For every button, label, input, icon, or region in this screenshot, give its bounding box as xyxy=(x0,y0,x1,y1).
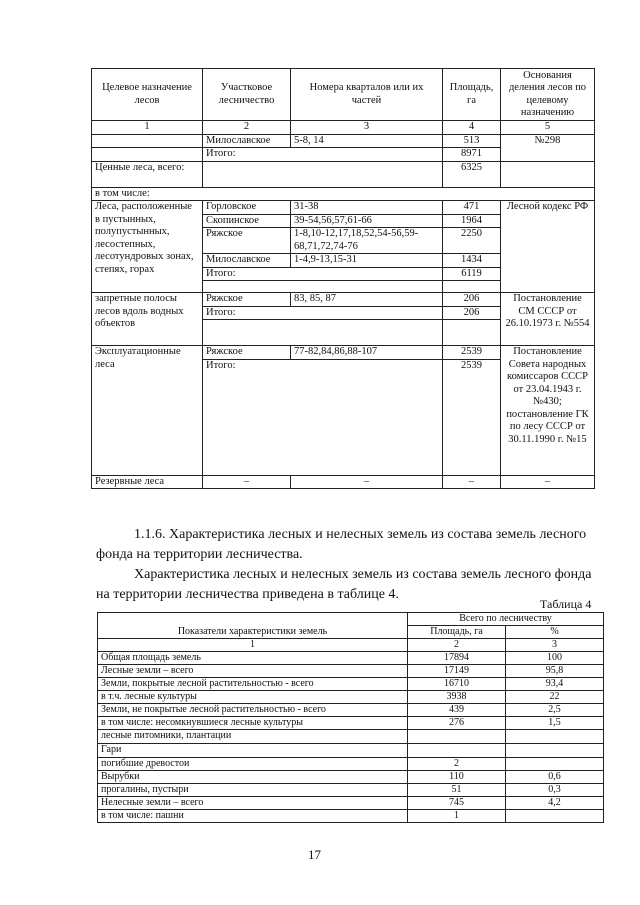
table-row xyxy=(92,134,595,148)
empty-cell xyxy=(203,320,443,346)
empty-cell xyxy=(92,148,203,162)
area-cell: 276 xyxy=(408,717,506,730)
table-row xyxy=(92,293,595,307)
quarters-cell: 39-54,56,57,61-66 xyxy=(291,214,443,228)
empty-cell xyxy=(203,281,443,293)
percent-cell: 4,2 xyxy=(506,797,604,810)
forest-purpose-table xyxy=(91,68,595,489)
column-number-row xyxy=(98,639,604,652)
indicator-cell: в том числе: несомкнувшиеся лесные культуры xyxy=(98,717,408,730)
land-characteristics-table xyxy=(97,612,604,823)
col-number: 1 xyxy=(98,639,408,652)
area-cell xyxy=(408,744,506,758)
basis-cell: Лесной кодекс РФ xyxy=(501,201,595,293)
percent-cell xyxy=(506,758,604,771)
header-percent: % xyxy=(506,626,604,639)
header-forestry: Участковое лесничество xyxy=(203,69,291,121)
area-cell: 3938 xyxy=(408,691,506,704)
purpose-cell: Леса, расположенные в пустынных, полупустынных, лесостепных, лесотундровых зонах, степях, горах xyxy=(92,201,203,293)
indicator-cell: Земли, покрытые лесной растительностью - всего xyxy=(98,678,408,691)
forestry-cell: Милославское xyxy=(203,134,291,148)
area-cell: 17894 xyxy=(408,652,506,665)
total-label: Итого: xyxy=(203,306,443,320)
forestry-cell: Скопинское xyxy=(203,214,291,228)
forestry-cell: Ряжское xyxy=(203,228,291,254)
percent-cell: 0,3 xyxy=(506,784,604,797)
forestry-cell: – xyxy=(203,475,291,489)
table-row xyxy=(92,161,595,187)
area-cell: 1 xyxy=(408,810,506,823)
col-number: 5 xyxy=(501,121,595,135)
empty-cell xyxy=(443,320,501,346)
indicator-cell: в т.ч. лесные культуры xyxy=(98,691,408,704)
total-label: Итого: xyxy=(203,148,443,162)
area-cell: 1434 xyxy=(443,254,501,268)
table-row xyxy=(98,691,604,704)
forestry-cell: Ряжское xyxy=(203,346,291,360)
quarters-cell: 77-82,84,86,88-107 xyxy=(291,346,443,360)
area-cell: 745 xyxy=(408,797,506,810)
area-cell: 471 xyxy=(443,201,501,215)
quarters-cell: – xyxy=(291,475,443,489)
column-number-row xyxy=(92,121,595,135)
table-row xyxy=(98,652,604,665)
table-row xyxy=(98,810,604,823)
table-label: Таблица 4 xyxy=(540,597,592,611)
percent-cell: 1,5 xyxy=(506,717,604,730)
basis-cell: – xyxy=(501,475,595,489)
area-cell: 2250 xyxy=(443,228,501,254)
area-cell: 110 xyxy=(408,771,506,784)
subheading-cell: в том числе: xyxy=(92,187,595,201)
indicator-cell: прогалины, пустыри xyxy=(98,784,408,797)
forestry-cell: Милославское xyxy=(203,254,291,268)
col-number: 2 xyxy=(408,639,506,652)
area-cell: 8971 xyxy=(443,148,501,162)
area-cell xyxy=(408,730,506,744)
percent-cell: 100 xyxy=(506,652,604,665)
quarters-cell: 31-38 xyxy=(291,201,443,215)
area-cell: 206 xyxy=(443,293,501,307)
header-area: Площадь, га xyxy=(408,626,506,639)
header-basis: Основания деления лесов по целевому назначению xyxy=(501,69,595,121)
area-cell: 6325 xyxy=(443,161,501,187)
header-area: Площадь, га xyxy=(443,69,501,121)
empty-cell xyxy=(501,161,595,187)
forestry-cell: Горловское xyxy=(203,201,291,215)
area-cell: 2539 xyxy=(443,346,501,360)
header-purpose: Целевое назначение лесов xyxy=(92,69,203,121)
table-row xyxy=(98,678,604,691)
empty-cell xyxy=(443,281,501,293)
col-number: 1 xyxy=(92,121,203,135)
intro-paragraph: Характеристика лесных и нелесных земель из состава земель лесного фонда на территории лесничества приведена в таблице 4. xyxy=(96,567,592,602)
table-row xyxy=(98,704,604,717)
table-row xyxy=(92,475,595,489)
purpose-cell: запретные полосы лесов вдоль водных объектов xyxy=(92,293,203,346)
indicator-cell: Вырубки xyxy=(98,771,408,784)
table-row xyxy=(98,784,604,797)
purpose-cell: Резервные леса xyxy=(92,475,203,489)
indicator-cell: Земли, не покрытые лесной растительностью - всего xyxy=(98,704,408,717)
table-row xyxy=(98,771,604,784)
area-cell: 16710 xyxy=(408,678,506,691)
area-cell: 2 xyxy=(408,758,506,771)
area-cell: 206 xyxy=(443,306,501,320)
quarters-cell: 5-8, 14 xyxy=(291,134,443,148)
percent-cell xyxy=(506,730,604,744)
basis-cell: №298 xyxy=(501,134,595,161)
quarters-cell: 83, 85, 87 xyxy=(291,293,443,307)
percent-cell: 93,4 xyxy=(506,678,604,691)
area-cell: – xyxy=(443,475,501,489)
quarters-cell: 1-4,9-13,15-31 xyxy=(291,254,443,268)
percent-cell xyxy=(506,744,604,758)
indicator-cell: Нелесные земли – всего xyxy=(98,797,408,810)
total-label: Итого: xyxy=(203,267,443,281)
col-number: 4 xyxy=(443,121,501,135)
section-heading-paragraph: 1.1.6. Характеристика лесных и нелесных земель из состава земель лесного фонда на территории лесничества. xyxy=(96,527,587,562)
percent-cell xyxy=(506,810,604,823)
area-cell: 6119 xyxy=(443,267,501,281)
empty-cell xyxy=(203,161,443,187)
col-number: 3 xyxy=(506,639,604,652)
table-row xyxy=(98,665,604,678)
table-row xyxy=(98,797,604,810)
area-cell: 439 xyxy=(408,704,506,717)
indicator-cell: в том числе: пашни xyxy=(98,810,408,823)
table-row xyxy=(98,758,604,771)
header-indicator: Показатели характеристики земель xyxy=(98,613,408,639)
basis-cell: Постановление Совета народных комиссаров СССР от 23.04.1943 г. №430; постановление ГК по лесу СССР от 30.11.1990 г. №15 xyxy=(501,346,595,476)
indicator-cell: Общая площадь земель xyxy=(98,652,408,665)
table-row xyxy=(92,346,595,360)
table-row xyxy=(92,201,595,215)
purpose-cell: Эксплуатационные леса xyxy=(92,346,203,476)
empty-cell xyxy=(92,134,203,148)
indicator-cell: лесные питомники, плантации xyxy=(98,730,408,744)
table-row xyxy=(98,730,604,744)
table-header-row xyxy=(98,613,604,626)
area-cell: 2539 xyxy=(443,359,501,475)
percent-cell: 95,8 xyxy=(506,665,604,678)
quarters-cell: 1-8,10-12,17,18,52,54-56,59-68,71,72,74-76 xyxy=(291,228,443,254)
purpose-cell: Ценные леса, всего: xyxy=(92,161,203,187)
header-total: Всего по лесничеству xyxy=(408,613,604,626)
indicator-cell: погибшие древостои xyxy=(98,758,408,771)
basis-cell: Постановление СМ СССР от 26.10.1973 г. №554 xyxy=(501,293,595,346)
total-label: Итого: xyxy=(203,359,443,475)
indicator-cell: Лесные земли – всего xyxy=(98,665,408,678)
page-number: 17 xyxy=(308,847,321,862)
percent-cell: 22 xyxy=(506,691,604,704)
indicator-cell: Гари xyxy=(98,744,408,758)
table-row xyxy=(98,717,604,730)
forestry-cell: Ряжское xyxy=(203,293,291,307)
table-row xyxy=(92,187,595,201)
area-cell: 51 xyxy=(408,784,506,797)
percent-cell: 2,5 xyxy=(506,704,604,717)
area-cell: 1964 xyxy=(443,214,501,228)
col-number: 3 xyxy=(291,121,443,135)
header-quarters: Номера кварталов или их частей xyxy=(291,69,443,121)
col-number: 2 xyxy=(203,121,291,135)
table-row xyxy=(98,744,604,758)
percent-cell: 0,6 xyxy=(506,771,604,784)
area-cell: 513 xyxy=(443,134,501,148)
area-cell: 17149 xyxy=(408,665,506,678)
table-header-row xyxy=(92,69,595,121)
